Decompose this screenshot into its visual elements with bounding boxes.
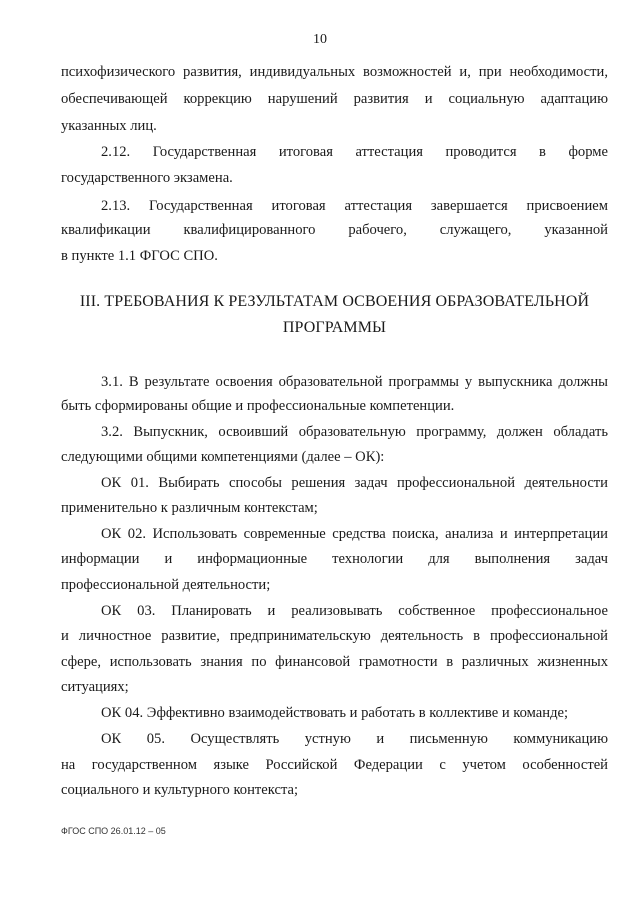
text-line: в пункте 1.1 ФГОС СПО. <box>61 248 218 264</box>
document-footer: ФГОС СПО 26.01.12 – 05 <box>61 826 166 836</box>
text-line: указанных лиц. <box>61 118 157 134</box>
page-number: 10 <box>313 32 327 47</box>
section-heading: III. ТРЕБОВАНИЯ К РЕЗУЛЬТАТАМ ОСВОЕНИЯ ОБРАЗОВАТЕЛЬНОЙ <box>79 293 590 310</box>
paragraph-3-1: 3.1. В результате освоения образовательной программы у выпускника должны <box>101 374 608 390</box>
paragraph-2-12: 2.12. Государственная итоговая аттестация проводится в форме <box>101 144 608 160</box>
text-line: ситуациях; <box>61 679 129 695</box>
section-heading: ПРОГРАММЫ <box>282 319 387 336</box>
competency-ok-02: ОК 02. Использовать современные средства поиска, анализа и интерпретации <box>101 526 608 542</box>
text-line: социального и культурного контекста; <box>61 782 299 798</box>
text-line: следующими общими компетенциями (далее – ОК): <box>61 449 385 465</box>
text-line: и личностное развитие, предпринимательскую деятельность в профессиональной <box>61 628 608 644</box>
text-line: профессиональной деятельности; <box>61 577 271 593</box>
paragraph-3-2: 3.2. Выпускник, освоивший образовательную программу, должен обладать <box>101 424 608 440</box>
text-line: на государственном языке Российской Федерации с учетом особенностей <box>61 757 608 773</box>
text-line: психофизического развития, индивидуальных возможностей и, при необходимости, <box>61 64 608 80</box>
competency-ok-04: ОК 04. Эффективно взаимодействовать и работать в коллективе и команде; <box>101 705 569 721</box>
competency-ok-01: ОК 01. Выбирать способы решения задач профессиональной деятельности <box>101 475 608 491</box>
competency-ok-03: ОК 03. Планировать и реализовывать собственное профессиональное <box>101 603 608 619</box>
paragraph-2-13: 2.13. Государственная итоговая аттестация завершается присвоением <box>101 198 608 214</box>
text-line: сфере, использовать знания по финансовой грамотности в различных жизненных <box>61 654 608 670</box>
text-line: государственного экзамена. <box>61 170 233 186</box>
text-line: обеспечивающей коррекцию нарушений развития и социальную адаптацию <box>61 91 608 107</box>
text-line: информации и информационные технологии для выполнения задач <box>61 551 608 567</box>
text-line: быть сформированы общие и профессиональные компетенции. <box>61 398 455 414</box>
text-line: квалификации квалифицированного рабочего, служащего, указанной <box>61 222 608 238</box>
competency-ok-05: ОК 05. Осуществлять устную и письменную коммуникацию <box>101 731 608 747</box>
text-line: применительно к различным контекстам; <box>61 500 318 516</box>
